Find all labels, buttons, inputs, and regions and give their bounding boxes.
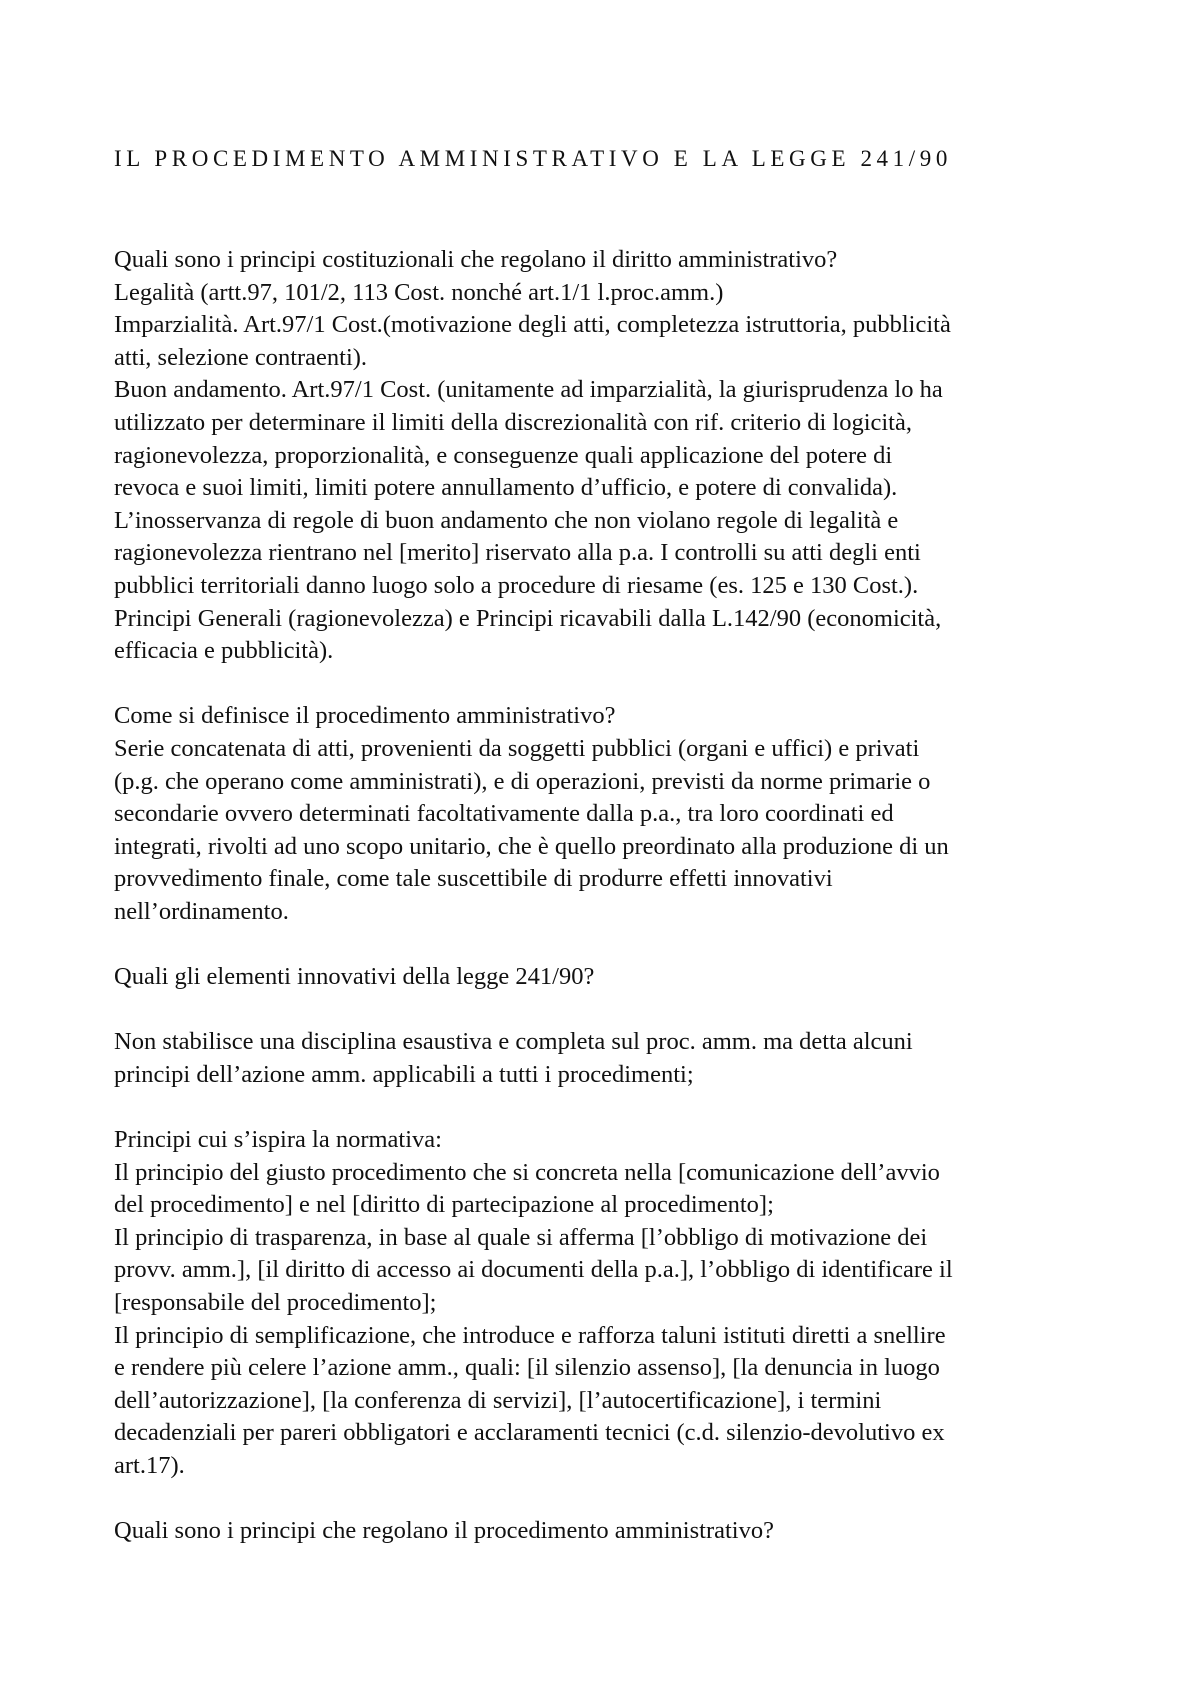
text-line: Non stabilisce una disciplina esaustiva e completa sul proc. amm. ma detta alcuni bbox=[114, 1028, 913, 1056]
text-line: (p.g. che operano come amministrati), e di operazioni, previsti da norme primarie o bbox=[114, 767, 931, 795]
text-line: nell’ordinamento. bbox=[114, 897, 289, 925]
text-line: Come si definisce il procedimento amministrativo? bbox=[114, 702, 616, 730]
text-line: Quali sono i principi costituzionali che regolano il diritto amministrativo? bbox=[114, 246, 838, 273]
text-line: ragionevolezza rientrano nel [merito] riservato alla p.a. I controlli su atti degli enti bbox=[114, 539, 921, 567]
document-body bbox=[114, 244, 1114, 1548]
paragraph-gap bbox=[114, 928, 1114, 961]
text-line: Quali gli elementi innovativi della legge 241/90? bbox=[114, 963, 595, 991]
text-line: del procedimento] e nel [diritto di partecipazione al procedimento]; bbox=[114, 1191, 774, 1219]
text-line: efficacia e pubblicità). bbox=[114, 637, 334, 665]
paragraph bbox=[114, 1026, 1114, 1091]
paragraph-gap bbox=[114, 1483, 1114, 1516]
text-line: pubblici territoriali danno luogo solo a procedure di riesame (es. 125 e 130 Cost.). bbox=[114, 571, 919, 599]
text-line: utilizzato per determinare il limiti della discrezionalità con rif. criterio di logicità, bbox=[114, 408, 912, 436]
text-line: atti, selezione contraenti). bbox=[114, 343, 368, 371]
text-line: Quali sono i principi che regolano il procedimento amministrativo? bbox=[114, 1517, 774, 1545]
text-line: Il principio di semplificazione, che introduce e rafforza taluni istituti diretti a snellire bbox=[114, 1321, 946, 1349]
text-line: provvedimento finale, come tale suscettibile di produrre effetti innovativi bbox=[114, 865, 833, 893]
paragraph bbox=[114, 1124, 1114, 1483]
text-line: principi dell’azione amm. applicabili a tutti i procedimenti; bbox=[114, 1060, 694, 1088]
paragraph-gap bbox=[114, 668, 1114, 701]
text-line: decadenziali per pareri obbligatori e acclaramenti tecnici (c.d. silenzio-devolutivo ex bbox=[114, 1419, 945, 1447]
text-line: L’inosservanza di regole di buon andamento che non violano regole di legalità e bbox=[114, 506, 899, 534]
text-line: art.17). bbox=[114, 1451, 185, 1479]
text-line: Principi Generali (ragionevolezza) e Principi ricavabili dalla L.142/90 (economicità, bbox=[114, 604, 942, 632]
text-line: revoca e suoi limiti, limiti potere annullamento d’ufficio, e potere di convalida). bbox=[114, 474, 898, 502]
text-line: secondarie ovvero determinati facoltativamente dalla p.a., tra loro coordinati ed bbox=[114, 800, 894, 828]
text-line: Principi cui s’ispira la normativa: bbox=[114, 1126, 442, 1154]
text-line: Serie concatenata di atti, provenienti da soggetti pubblici (organi e uffici) e privati bbox=[114, 734, 920, 762]
paragraph bbox=[114, 244, 1114, 668]
text-line: ragionevolezza, proporzionalità, e conseguenze quali applicazione del potere di bbox=[114, 441, 893, 469]
text-line: Il principio del giusto procedimento che si concreta nella [comunicazione dell’avvio bbox=[114, 1158, 940, 1186]
text-line: e rendere più celere l’azione amm., quali: [il silenzio assenso], [la denuncia in luogo bbox=[114, 1354, 940, 1382]
text-line: dell’autorizzazione], [la conferenza di servizi], [l’autocertificazione], i termini bbox=[114, 1386, 882, 1414]
text-line: [responsabile del procedimento]; bbox=[114, 1289, 437, 1316]
paragraph bbox=[114, 961, 1114, 994]
document-title: IL PROCEDIMENTO AMMINISTRATIVO E LA LEGGE 241/90 bbox=[114, 146, 952, 171]
text-line: Il principio di trasparenza, in base al quale si afferma [l’obbligo di motivazione dei bbox=[114, 1223, 928, 1251]
text-line: integrati, rivolti ad uno scopo unitario, che è quello preordinato alla produzione di un bbox=[114, 832, 949, 860]
text-line: Buon andamento. Art.97/1 Cost. (unitamente ad imparzialità, la giurisprudenza lo ha bbox=[114, 376, 943, 404]
paragraph-gap bbox=[114, 994, 1114, 1027]
text-line: Imparzialità. Art.97/1 Cost.(motivazione degli atti, completezza istruttoria, pubblicità bbox=[114, 311, 951, 339]
paragraph bbox=[114, 1515, 1114, 1548]
paragraph-gap bbox=[114, 1091, 1114, 1124]
text-line: Legalità (artt.97, 101/2, 113 Cost. nonché art.1/1 l.proc.amm.) bbox=[114, 278, 724, 306]
paragraph bbox=[114, 700, 1114, 928]
text-line: provv. amm.], [il diritto di accesso ai documenti della p.a.], l’obbligo di identificare il bbox=[114, 1256, 953, 1284]
